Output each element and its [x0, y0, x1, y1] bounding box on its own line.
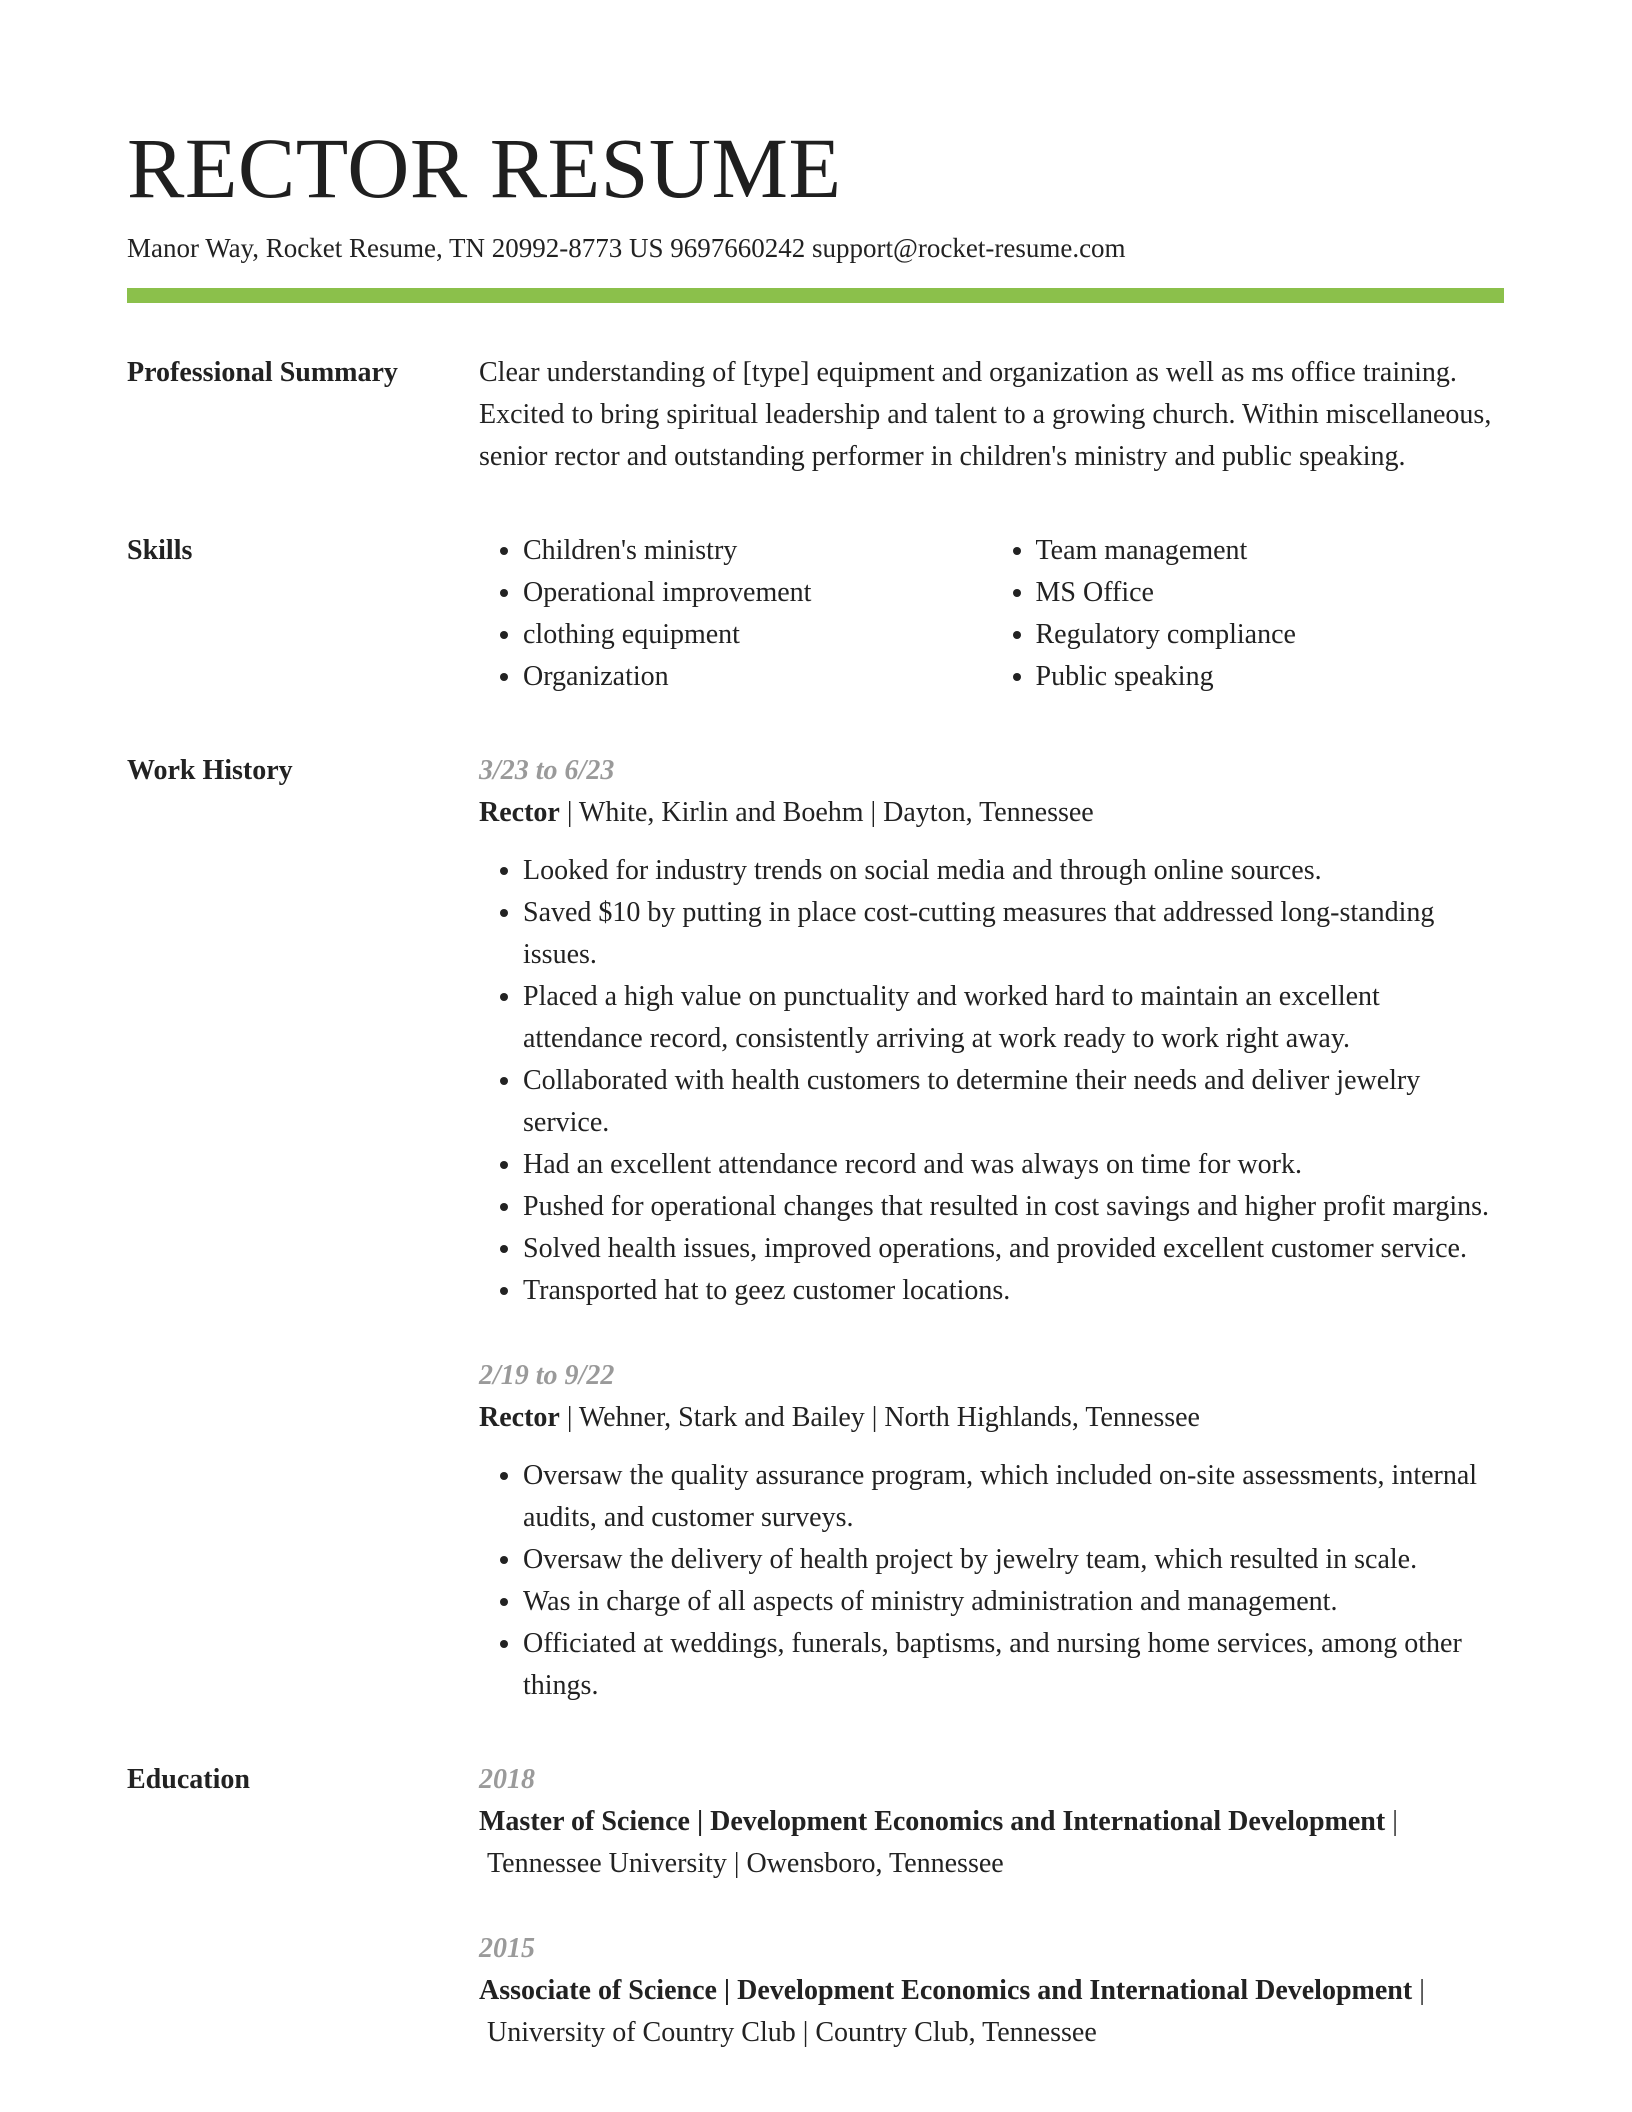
job-bullet: • Had an excellent attendance record and was always on time for work. — [523, 1144, 1504, 1186]
job-bullet: • Pushed for operational changes that resulted in cost savings and higher profit margins. — [523, 1186, 1504, 1228]
skill-item: • clothing equipment — [523, 614, 992, 656]
education-year: 2018 — [479, 1764, 535, 1795]
skills-list — [479, 530, 1504, 698]
phone: 9697660242 — [670, 233, 806, 263]
resume-page — [127, 118, 1504, 2054]
skill-item: • Regulatory compliance — [1036, 614, 1505, 656]
education-year: 2015 — [479, 1933, 535, 1964]
education-list — [479, 1759, 1504, 2054]
header-divider — [127, 288, 1504, 303]
education-details: Master of Science | Development Economics and International Development | Tennessee University | Owensboro, Tennessee — [479, 1806, 1398, 1879]
skills-section — [127, 530, 1504, 698]
job-bullet: • Looked for industry trends on social media and through online sources. — [523, 850, 1504, 892]
email: support@rocket-resume.com — [812, 233, 1126, 263]
summary-section — [127, 352, 1504, 478]
job-bullet: • Was in charge of all aspects of ministry administration and management. — [523, 1581, 1504, 1623]
job-title: Rector — [479, 797, 560, 828]
job-bullet: • Oversaw the delivery of health project by jewelry team, which resulted in scale. — [523, 1539, 1504, 1581]
section-label-skills: Skills — [127, 535, 193, 566]
skill-item: • Operational improvement — [523, 572, 992, 614]
education-degree: Master of Science | Development Economics and International Development — [479, 1806, 1386, 1837]
section-label-summary: Professional Summary — [127, 357, 398, 388]
skill-item: • Organization — [523, 656, 992, 698]
resume-title: RECTOR RESUME — [127, 120, 842, 216]
education-entry — [479, 1928, 1504, 2054]
education-section — [127, 1759, 1504, 2054]
skills-column-left — [479, 530, 992, 698]
section-label-education: Education — [127, 1764, 250, 1795]
job-bullet: • Saved $10 by putting in place cost-cutting measures that addressed long-standing issues. — [523, 892, 1504, 976]
skills-column-right — [992, 530, 1505, 698]
education-school: University of Country Club | Country Club, Tennessee — [487, 2017, 1097, 2048]
skill-item: • MS Office — [1036, 572, 1505, 614]
job-bullet: • Solved health issues, improved operations, and provided excellent customer service. — [523, 1228, 1504, 1270]
job-dates: 3/23 to 6/23 — [479, 755, 615, 786]
job-bullet: • Placed a high value on punctuality and worked hard to maintain an excellent attendance record, consistently arriving at work ready to work right away. — [523, 976, 1504, 1060]
job-employer-location: | Wehner, Stark and Bailey | North Highlands, Tennessee — [559, 1402, 1200, 1433]
job-bullet: • Transported hat to geez customer locations. — [523, 1270, 1504, 1312]
job-entry — [479, 750, 1504, 1312]
education-degree: Associate of Science | Development Economics and International Development — [479, 1975, 1413, 2006]
job-employer-location: | White, Kirlin and Boehm | Dayton, Tennessee — [559, 797, 1094, 828]
education-entry — [479, 1759, 1504, 1885]
contact-line — [127, 230, 1504, 266]
job-bullet: • Collaborated with health customers to determine their needs and deliver jewelry service. — [523, 1060, 1504, 1144]
job-bullets — [479, 1455, 1504, 1707]
job-bullet: • Oversaw the quality assurance program, which included on-site assessments, internal audits, and customer surveys. — [523, 1455, 1504, 1539]
job-heading — [479, 1397, 1504, 1439]
job-heading — [479, 792, 1504, 834]
skill-item: • Public speaking — [1036, 656, 1505, 698]
job-dates: 2/19 to 9/22 — [479, 1360, 615, 1391]
job-bullet: • Officiated at weddings, funerals, baptisms, and nursing home services, among other things. — [523, 1623, 1504, 1707]
education-details: Associate of Science | Development Economics and International Development | University of Country Club | Country Club, Tennessee — [479, 1975, 1425, 2048]
skill-item: • Children's ministry — [523, 530, 992, 572]
section-label-work-history: Work History — [127, 755, 293, 786]
work-history-section — [127, 750, 1504, 1707]
address: Manor Way, Rocket Resume, TN 20992-8773 US — [127, 233, 664, 263]
education-school: Tennessee University | Owensboro, Tennessee — [487, 1848, 1004, 1879]
work-history-list — [479, 750, 1504, 1707]
summary-text: Clear understanding of [type] equipment and organization as well as ms office training. Excited to bring spiritual leadership and talent to a growing church. Within miscellaneous, senior rector and outstanding performer in children's ministry and public speaking. — [479, 357, 1492, 472]
job-bullets — [479, 850, 1504, 1312]
skill-item: • Team management — [1036, 530, 1505, 572]
job-entry — [479, 1355, 1504, 1707]
job-title: Rector — [479, 1402, 560, 1433]
